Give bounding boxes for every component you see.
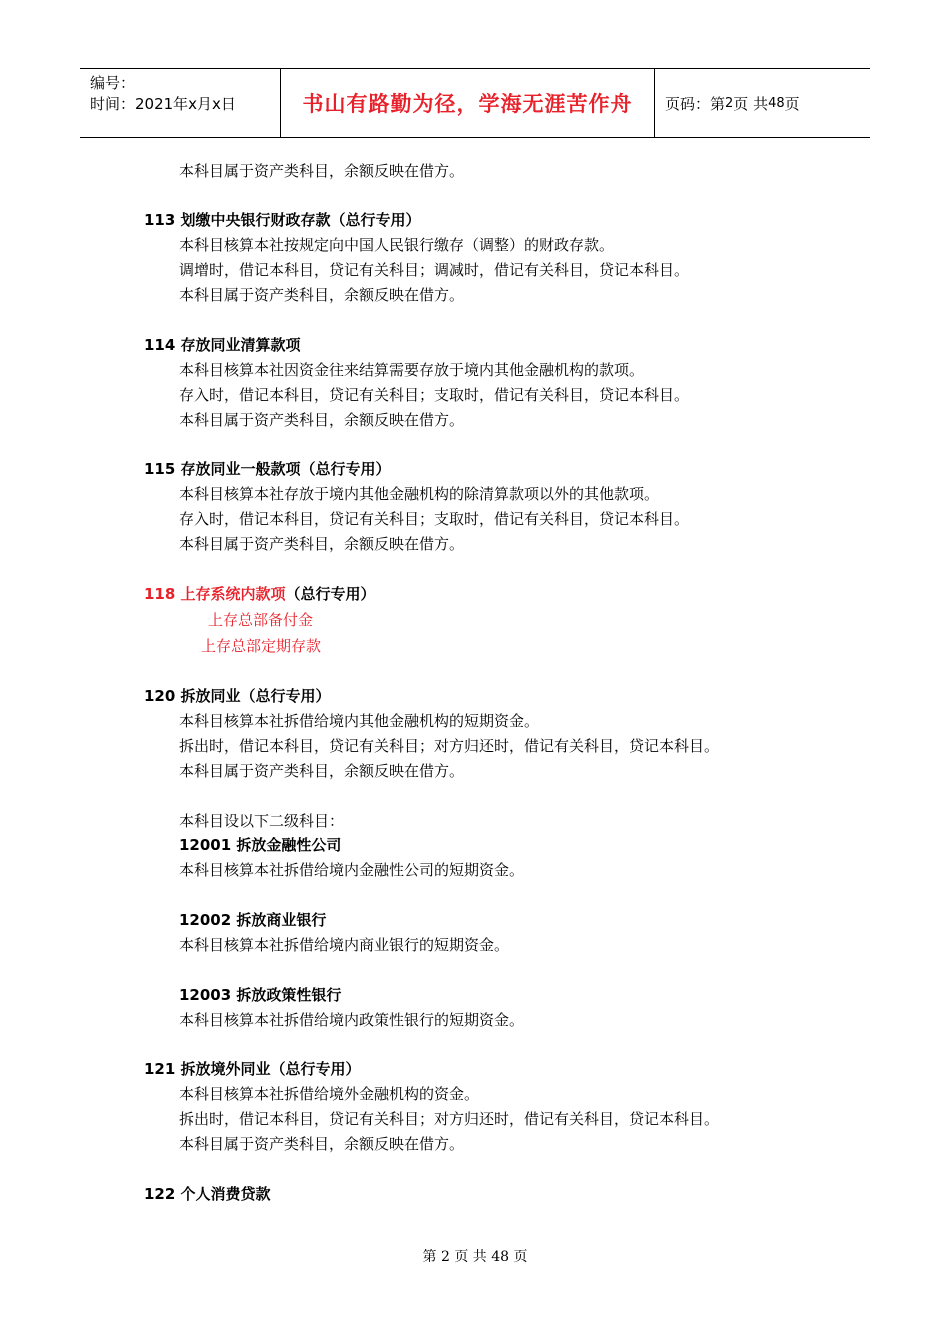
body-text: 本科目核算本社拆借给境内政策性银行的短期资金。 <box>179 1011 525 1029</box>
subsection-heading-12001: 12001 拆放金融性公司 <box>179 836 342 854</box>
time-label: 时间：2021年x月x日 <box>90 95 236 113</box>
red-subitem: 上存总部定期存款 <box>201 637 322 655</box>
footer-current: 2 <box>440 1249 450 1265</box>
body-text: 本科目设以下二级科目： <box>179 812 345 830</box>
subsection-heading-12003: 12003 拆放政策性银行 <box>179 986 342 1004</box>
section-heading-113: 113 划缴中央银行财政存款（总行专用） <box>144 211 421 229</box>
footer-mid: 页 共 <box>454 1249 487 1265</box>
body-text: 拆出时，借记本科目，贷记有关科目；对方归还时，借记有关科目，贷记本科目。 <box>179 1110 720 1128</box>
page-current: 2 <box>725 95 734 111</box>
body-text: 存入时，借记本科目，贷记有关科目；支取时，借记有关科目，贷记本科目。 <box>179 386 690 404</box>
section-heading-120: 120 拆放同业（总行专用） <box>144 687 331 705</box>
body-text: 本科目属于资产类科目，余额反映在借方。 <box>179 1135 465 1153</box>
page-footer <box>0 1246 950 1266</box>
section-heading-118-note: （总行专用） <box>285 585 376 603</box>
page-prefix: 页码：第 <box>665 94 726 113</box>
section-heading-118-title: 118 上存系统内款项 <box>144 585 286 603</box>
body-text: 本科目核算本社拆借给境内其他金融机构的短期资金。 <box>179 712 540 730</box>
body-text: 本科目属于资产类科目，余额反映在借方。 <box>179 162 465 180</box>
footer-total: 48 <box>491 1249 510 1265</box>
footer-suffix: 页 <box>513 1249 528 1265</box>
section-heading-114: 114 存放同业清算款项 <box>144 336 301 354</box>
body-text: 本科目核算本社存放于境内其他金融机构的除清算款项以外的其他款项。 <box>179 485 660 503</box>
page-total: 48 <box>768 95 785 111</box>
header-info-cell <box>80 69 281 137</box>
red-subitem: 上存总部备付金 <box>208 611 314 629</box>
page-mid: 页 共 <box>733 94 769 113</box>
section-heading-121: 121 拆放境外同业（总行专用） <box>144 1060 361 1078</box>
page-header <box>80 68 870 138</box>
subsection-heading-12002: 12002 拆放商业银行 <box>179 911 327 929</box>
section-heading-115: 115 存放同业一般款项（总行专用） <box>144 460 391 478</box>
body-text: 拆出时，借记本科目，贷记有关科目；对方归还时，借记有关科目，贷记本科目。 <box>179 737 720 755</box>
header-motto: 书山有路勤为径，学海无涯苦作舟 <box>281 69 655 137</box>
page-suffix: 页 <box>784 94 800 113</box>
body-text: 本科目属于资产类科目，余额反映在借方。 <box>179 286 465 304</box>
body-text: 存入时，借记本科目，贷记有关科目；支取时，借记有关科目，贷记本科目。 <box>179 510 690 528</box>
section-heading-118 <box>144 584 376 604</box>
body-text: 调增时，借记本科目，贷记有关科目；调减时，借记有关科目，贷记本科目。 <box>179 261 690 279</box>
body-text: 本科目核算本社拆借给境外金融机构的资金。 <box>179 1085 480 1103</box>
body-text: 本科目核算本社拆借给境内金融性公司的短期资金。 <box>179 861 525 879</box>
body-text: 本科目属于资产类科目，余额反映在借方。 <box>179 762 465 780</box>
body-text: 本科目核算本社按规定向中国人民银行缴存（调整）的财政存款。 <box>179 236 615 254</box>
number-label: 编号： <box>90 74 136 92</box>
header-page-info <box>655 69 870 137</box>
section-heading-122: 122 个人消费贷款 <box>144 1185 271 1203</box>
body-text: 本科目核算本社拆借给境内商业银行的短期资金。 <box>179 936 510 954</box>
body-text: 本科目属于资产类科目，余额反映在借方。 <box>179 535 465 553</box>
footer-prefix: 第 <box>422 1249 437 1265</box>
body-text: 本科目核算本社因资金往来结算需要存放于境内其他金融机构的款项。 <box>179 361 645 379</box>
body-text: 本科目属于资产类科目，余额反映在借方。 <box>179 411 465 429</box>
